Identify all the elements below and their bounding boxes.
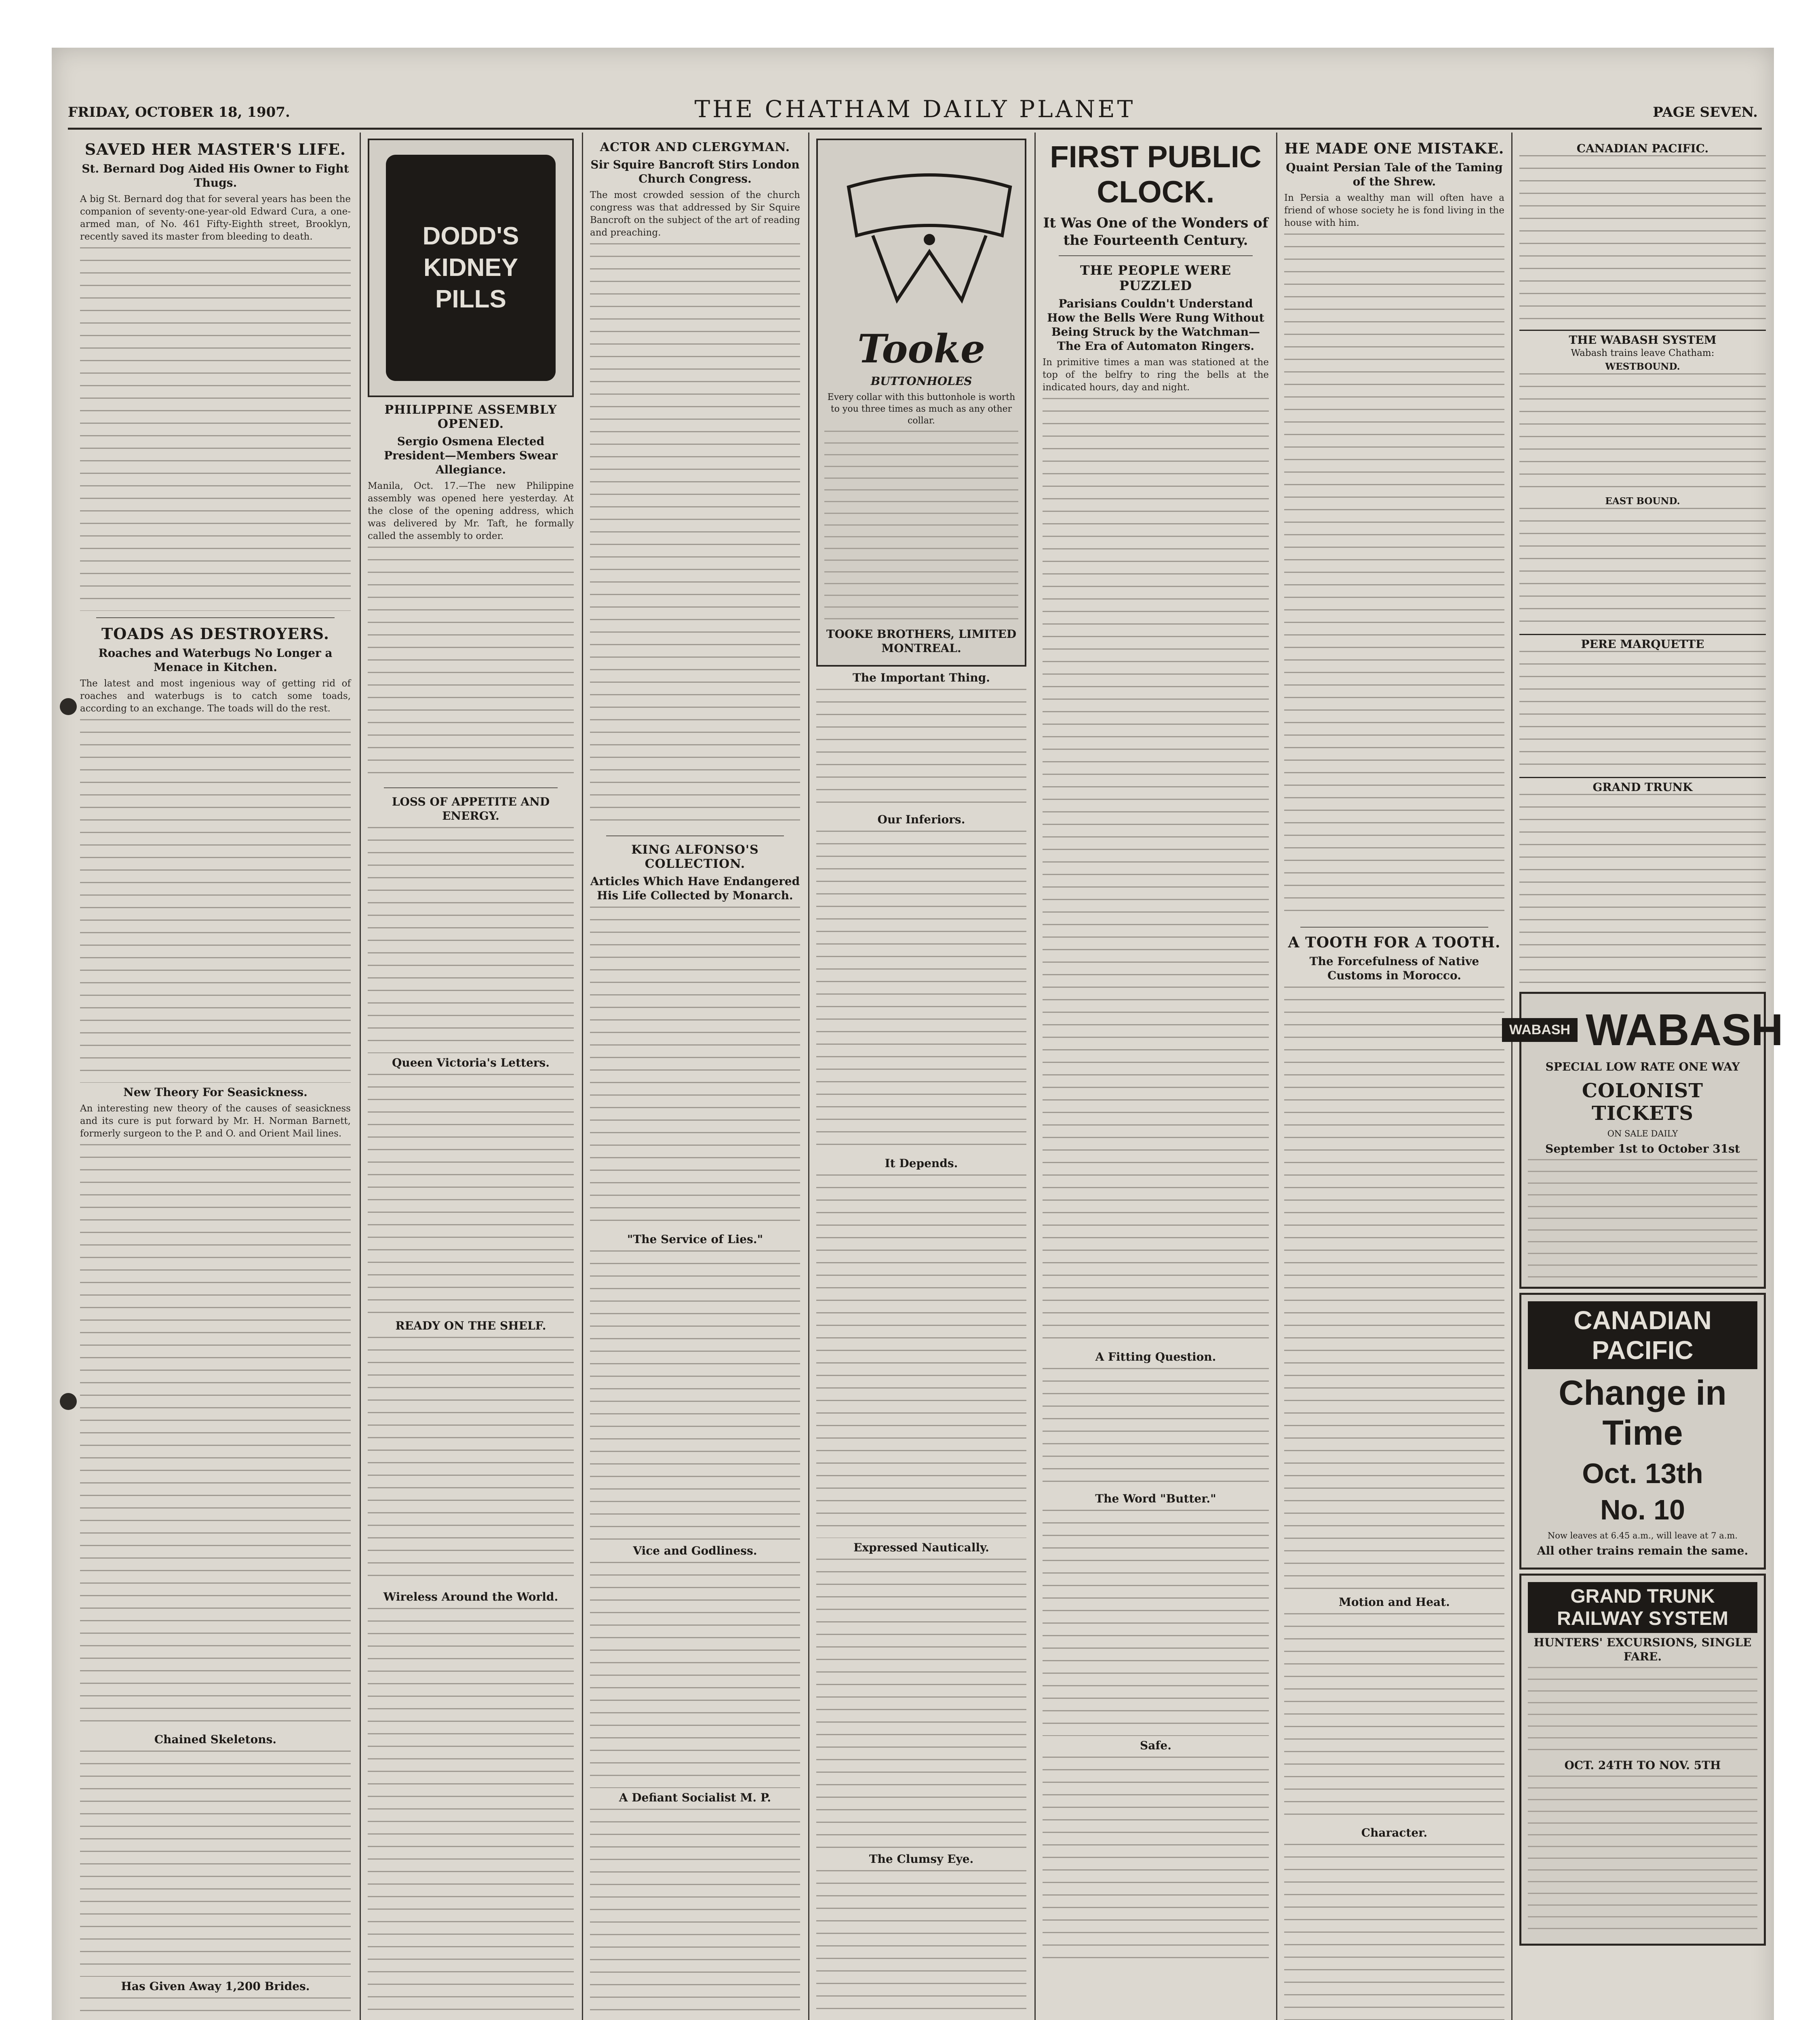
pill-box-image: [386, 155, 556, 381]
article-text-lines: [368, 1337, 574, 1587]
article-text-lines: [590, 1562, 800, 1788]
train-number: No. 10: [1600, 1494, 1685, 1526]
train-note: Now leaves at 6.45 a.m., will leave at 7 a.m.: [1547, 1531, 1738, 1540]
punch-hole: [60, 698, 77, 715]
ad-text-lines: [1528, 1159, 1757, 1280]
headline-nautically: Expressed Nautically.: [853, 1541, 989, 1554]
headline-first-clock: FIRST PUBLIC CLOCK.: [1050, 140, 1262, 209]
grand-trunk-ad: [1519, 1574, 1766, 1946]
wabash-trains-leave: Wabash trains leave Chatham:: [1571, 348, 1715, 358]
subhead-saved-master: St. Bernard Dog Aided His Owner to Fight Thugs.: [82, 162, 349, 189]
headline-actor: ACTOR AND CLERGYMAN.: [600, 140, 790, 154]
article-text-lines: [1043, 398, 1269, 1347]
headline-appetite: LOSS OF APPETITE AND ENERGY.: [392, 795, 550, 823]
column-2: [368, 135, 574, 2020]
cp-change-ad: [1519, 1293, 1766, 1570]
cp-section-title: CANADIAN PACIFIC.: [1576, 142, 1709, 155]
column-rule: [808, 133, 809, 2020]
article-text-lines: [816, 1174, 1026, 1538]
hunters-excursions: HUNTERS' EXCURSIONS, SINGLE FARE.: [1534, 1636, 1752, 1663]
headline-brides: Has Given Away 1,200 Brides.: [121, 1980, 310, 1993]
article-text-lines: [80, 1997, 351, 2020]
article-separator: [384, 787, 558, 788]
article-separator: [606, 835, 784, 836]
tooke-buttonholes-ad: [816, 139, 1026, 667]
ad-text-lines: [1528, 1776, 1757, 1937]
article-mistake: In Persia a wealthy man will often have a friend of whose society he is fond living in the house with him.: [1284, 193, 1504, 228]
pills-word: PILLS: [435, 285, 506, 313]
gt-header: GRAND TRUNK RAILWAY SYSTEM: [1528, 1582, 1757, 1633]
masthead-rule: [68, 128, 1762, 130]
headline-motion: Motion and Heat.: [1339, 1595, 1450, 1609]
subhead-actor: Sir Squire Bancroft Stirs London Church Congress.: [590, 158, 800, 185]
subhead-toads: Roaches and Waterbugs No Longer a Menace in Kitchen.: [98, 646, 333, 674]
dodds-pills-ad: [368, 139, 574, 397]
subhead-first-clock: It Was One of the Wonders of the Fourteenth Century.: [1043, 215, 1268, 248]
article-seasickness: An interesting new theory of the causes of seasickness and its cure is put forward by Mr. H. Norman Barnett, formerly surgeon to the P. and O. and Orient Mail lines.: [80, 1103, 351, 1139]
column-7: [1509, 135, 1783, 2020]
article-philippine: Manila, Oct. 17.—The new Philippine assembly was opened here yesterday. At the close of the opening address, which was delivered by Mr. Taft, he formally called the assembly to order.: [368, 481, 574, 541]
on-sale-daily: ON SALE DAILY: [1607, 1129, 1678, 1138]
wabash-logo: [1509, 1004, 1783, 1056]
headline-socialist: A Defiant Socialist M. P.: [619, 1791, 771, 1804]
article-separator: [1300, 927, 1488, 928]
sale-dates: September 1st to October 31st: [1545, 1142, 1740, 1155]
timetable-lines: [1519, 155, 1766, 325]
column-rule: [1511, 133, 1512, 2020]
headline-puzzled: THE PEOPLE WERE PUZZLED: [1080, 263, 1232, 293]
article-text-lines: [1284, 234, 1504, 920]
article-text-lines: [590, 1809, 800, 2019]
wabash-section-title: THE WABASH SYSTEM: [1519, 330, 1766, 347]
tooke-subtitle: BUTTONHOLES: [870, 375, 972, 388]
headline-vice: Vice and Godliness.: [633, 1544, 757, 1557]
article-text-lines: [1043, 1368, 1269, 1489]
ad-text-lines: [1528, 1667, 1757, 1756]
article-separator: [1059, 255, 1253, 256]
article-text-lines: [368, 547, 574, 781]
headline-safe: Safe.: [1140, 1739, 1171, 1752]
headline-clumsy: The Clumsy Eye.: [869, 1852, 974, 1866]
wabash-ad: [1509, 992, 1783, 1289]
wabash-badge: WABASH: [1502, 1018, 1578, 1042]
article-text-lines: [368, 1608, 574, 2020]
article-text-lines: [816, 1870, 1026, 2020]
article-first-clock: In primitive times a man was stationed at the top of the belfry to ring the bells at the indicated hours, day and night.: [1043, 357, 1269, 393]
article-text-lines: [80, 247, 351, 611]
headline-inferiors: Our Inferiors.: [877, 813, 965, 826]
pere-marquette-title: PERE MARQUETTE: [1519, 634, 1766, 651]
headline-lies: "The Service of Lies.": [627, 1233, 763, 1246]
subhead-mistake: Quaint Persian Tale of the Taming of the Shrew.: [1286, 161, 1503, 188]
column-rule: [1034, 133, 1036, 2020]
wabash-wordmark: WABASH: [1586, 1005, 1783, 1055]
punch-hole: [60, 1393, 77, 1410]
headline-shelf: READY ON THE SHELF.: [395, 1319, 546, 1332]
article-text-lines: [80, 719, 351, 1083]
article-text-lines: [816, 831, 1026, 1154]
cp-header: CANADIAN PACIFIC: [1528, 1301, 1757, 1369]
headline-fitting: A Fitting Question.: [1095, 1350, 1216, 1364]
railway-timetable: [1519, 139, 1766, 988]
column-6: [1284, 135, 1504, 2020]
headline-character: Character.: [1361, 1826, 1428, 1839]
headline-saved-master: SAVED HER MASTER'S LIFE.: [84, 140, 346, 158]
headline-philippine: PHILIPPINE ASSEMBLY OPENED.: [384, 403, 557, 431]
newspaper-page: [52, 48, 1783, 2020]
article-text-lines: [368, 827, 574, 1053]
tooke-footer: TOOKE BROTHERS, LIMITED MONTREAL.: [826, 627, 1017, 655]
article-text-lines: [590, 243, 800, 829]
all-other-trains: All other trains remain the same.: [1537, 1544, 1748, 1557]
article-text-lines: [1043, 1510, 1269, 1736]
eastbound-label: EAST BOUND.: [1605, 496, 1680, 507]
pills-word: KIDNEY: [423, 254, 518, 282]
headline-toads: TOADS AS DESTROYERS.: [101, 625, 329, 643]
column-rule: [1276, 133, 1277, 2020]
subhead-philippine: Sergio Osmena Elected President—Members Swear Allegiance.: [384, 435, 558, 476]
page-number: PAGE SEVEN.: [1653, 104, 1758, 120]
article-text-lines: [1284, 1844, 1504, 2020]
westbound-label: WESTBOUND.: [1605, 361, 1680, 372]
article-text-lines: [590, 1250, 800, 1541]
ad-text-lines: [824, 431, 1018, 625]
article-separator: [96, 617, 335, 618]
article-saved-master: A big St. Bernard dog that for several years has been the companion of seventy-one-year-old Edward Cura, a one-armed man, of No. 461 Fifty-Eighth street, Brooklyn, recently saved its master from bleeding to death.: [80, 194, 351, 242]
article-text-lines: [368, 1074, 574, 1316]
timetable-lines: [1519, 651, 1766, 772]
article-actor: The most crowded session of the church congress was that addressed by Sir Squire Bancroft on the subject of the art of reading and preaching.: [590, 190, 800, 238]
issue-date: FRIDAY, OCTOBER 18, 1907.: [68, 104, 290, 120]
timetable-lines: [1519, 373, 1766, 494]
masthead: [68, 95, 1762, 124]
column-rule: [582, 133, 583, 2020]
tooke-body: Every collar with this buttonhole is worth to you three times as much as any other collar.: [827, 392, 1015, 426]
article-text-lines: [816, 689, 1026, 810]
column-5: [1043, 135, 1269, 2020]
article-toads: The latest and most ingenious way of getting rid of roaches and waterbugs is to catch some toads, according to an exchange. The toads will do the rest.: [80, 678, 351, 714]
newspaper-title: THE CHATHAM DAILY PLANET: [694, 95, 1135, 123]
pills-word: DODD'S: [422, 222, 519, 250]
column-1: [80, 135, 351, 2020]
change-date: Oct. 13th: [1582, 1458, 1703, 1489]
article-text-lines: [1284, 987, 1504, 1593]
headline-depends: It Depends.: [885, 1157, 958, 1170]
collar-illustration: [824, 155, 1034, 324]
excursion-dates: OCT. 24TH TO NOV. 5TH: [1564, 1759, 1721, 1772]
article-text-lines: [80, 1144, 351, 1730]
headline-seasickness: New Theory For Seasickness.: [123, 1086, 308, 1099]
change-in-time: Change in Time: [1559, 1374, 1727, 1452]
column-3: [590, 135, 800, 2020]
special-rate: SPECIAL LOW RATE ONE WAY: [1545, 1060, 1740, 1073]
article-text-lines: [80, 1751, 351, 1977]
headline-wireless: Wireless Around the World.: [383, 1590, 558, 1603]
headline-important: The Important Thing.: [852, 671, 990, 684]
article-text-lines: [590, 907, 800, 1230]
timetable-lines: [1519, 508, 1766, 629]
headline-mistake: HE MADE ONE MISTAKE.: [1284, 140, 1504, 157]
headline-victoria: Queen Victoria's Letters.: [392, 1056, 550, 1069]
column-rule: [360, 133, 361, 2020]
subhead-puzzled: Parisians Couldn't Understand How the Bells Were Rung Without Being Struck by the Watchman—The Era of Automaton Ringers.: [1047, 297, 1264, 353]
headline-butter: The Word "Butter.": [1095, 1492, 1216, 1505]
subhead-alfonso: Articles Which Have Endangered His Life Collected by Monarch.: [590, 875, 800, 902]
headline-chained-skeletons: Chained Skeletons.: [154, 1733, 277, 1746]
subhead-tooth: The Forcefulness of Native Customs in Morocco.: [1309, 955, 1479, 982]
article-text-lines: [1043, 1757, 1269, 1967]
grand-trunk-title: GRAND TRUNK: [1519, 777, 1766, 794]
headline-alfonso: KING ALFONSO'S COLLECTION.: [631, 843, 759, 871]
column-4: [816, 135, 1026, 2020]
colonist-tickets: COLONIST TICKETS: [1582, 1079, 1704, 1125]
article-text-lines: [1284, 1613, 1504, 1823]
article-text-lines: [816, 1559, 1026, 1850]
headline-tooth: A TOOTH FOR A TOOTH.: [1288, 934, 1501, 951]
tooke-brand: Tooke: [857, 326, 986, 372]
timetable-lines: [1519, 794, 1766, 988]
